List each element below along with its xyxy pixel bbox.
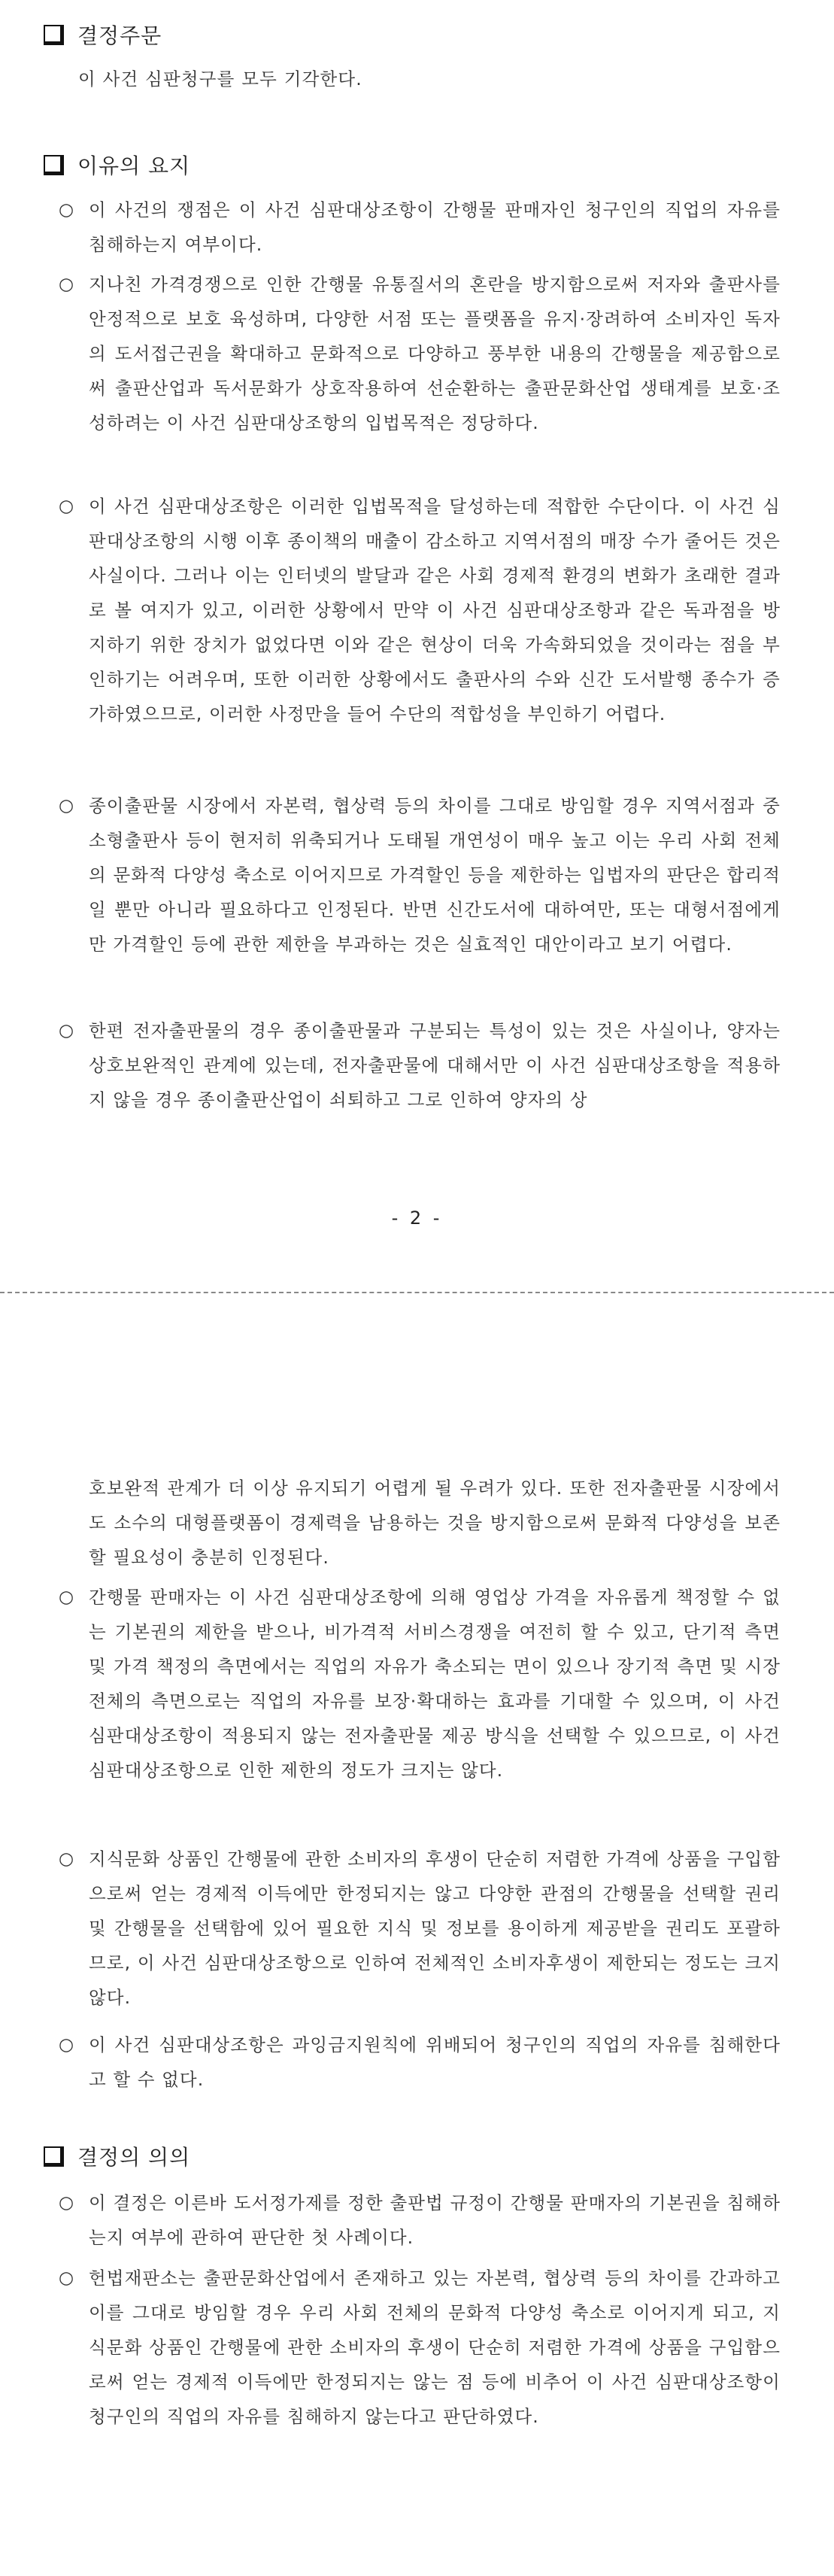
reason-item-text: 지식문화 상품인 간행물에 관한 소비자의 후생이 단순히 저렴한 가격에 상품을 구입함으로써 얻는 경제적 이득에만 한정되지는 않고 다양한 관점의 간행물을 선택할 권리 및 간행물을 선택함에 있어 필요한 지식 및 정보를 용이하게 제공받을 권리도 포괄하므로, 이 사건 심판대상조항으로 인하여 전체적인 소비자후생이 제한되는 정도는 크지 않다.: [89, 1848, 781, 2008]
reason-item-text: 호보완적 관계가 더 이상 유지되기 어렵게 될 우려가 있다. 또한 전자출판물 시장에서도 소수의 대형플랫폼이 경제력을 남용하는 것을 방지함으로써 문화적 다양성을 보존할 필요성이 충분히 인정된다.: [89, 1478, 781, 1568]
section-heading-significance: [44, 2141, 190, 2171]
significance-item-1: [59, 2186, 781, 2255]
reason-item-7: [59, 1842, 781, 2015]
circle-bullet-icon: ○: [59, 2268, 75, 2288]
reason-item-6: [59, 1580, 781, 1788]
reason-item-text: 간행물 판매자는 이 사건 심판대상조항에 의해 영업상 가격을 자유롭게 책정할 수 없는 기본권의 제한을 받으나, 비가격적 서비스경쟁을 여전히 할 수 있고, 단기적 측면 및 가격 책정의 측면에서는 직업의 자유가 축소되는 면이 있으나 장기적 측면 및 시장 전체의 측면으로는 직업의 자유를 보장·확대하는 효과를 기대할 수 있으며, 이 사건 심판대상조항이 적용되지 않는 전자출판물 제공 방식을 선택할 수 있으므로, 이 사건 심판대상조항으로 인한 제한의 정도가 크지는 않다.: [89, 1587, 781, 1781]
reason-item-text: 이 사건 심판대상조항은 이러한 입법목적을 달성하는데 적합한 수단이다. 이 사건 심판대상조항의 시행 이후 종이책의 매출이 감소하고 지역서점의 매장 수가 줄어든 것은 사실이다. 그러나 이는 인터넷의 발달과 같은 사회 경제적 환경의 변화가 초래한 결과로 볼 여지가 있고, 이러한 상황에서 만약 이 사건 심판대상조항과 같은 독과점을 방지하기 위한 장치가 없었다면 이와 같은 현상이 더욱 가속화되었을 것이라는 점을 부인하기는 어려우며, 또한 이러한 상황에서도 출판사의 수와 신간 도서발행 종수가 증가하였으므로, 이러한 사정만을 들어 수단의 적합성을 부인하기 어렵다.: [89, 496, 781, 724]
reason-item-1: [59, 193, 781, 262]
document-page-2: [0, 1294, 834, 2576]
circle-bullet-icon: ○: [59, 2193, 75, 2213]
circle-bullet-icon: ○: [59, 2035, 75, 2055]
reason-item-5: [59, 1013, 781, 1117]
checkbox-square-icon: [44, 155, 64, 175]
reason-item-text: 종이출판물 시장에서 자본력, 협상력 등의 차이를 그대로 방임할 경우 지역서점과 중소형출판사 등이 현저히 위축되거나 도태될 개연성이 매우 높고 이는 우리 사회 전체의 문화적 다양성 축소로 이어지므로 가격할인 등을 제한하는 입법자의 판단은 합리적일 뿐만 아니라 필요하다고 인정된다. 반면 신간도서에 대하여만, 또는 대형서점에게만 가격할인 등에 관한 제한을 부과하는 것은 실효적인 대안이라고 보기 어렵다.: [89, 795, 781, 955]
page-number: - 2 -: [391, 1208, 443, 1229]
circle-bullet-icon: ○: [59, 1849, 75, 1869]
reason-item-continuation: [59, 1471, 781, 1575]
reason-item-text: 한편 전자출판물의 경우 종이출판물과 구분되는 특성이 있는 것은 사실이나, 양자는 상호보완적인 관계에 있는데, 전자출판물에 대해서만 이 사건 심판대상조항을 적용하지 않을 경우 종이출판산업이 쇠퇴하고 그로 인하여 양자의 상: [89, 1020, 781, 1110]
section-heading-text: 결정주문: [77, 23, 162, 48]
reason-item-2: [59, 267, 781, 440]
section-heading-text: 결정의 의의: [77, 2145, 191, 2170]
circle-bullet-icon: ○: [59, 200, 75, 220]
page-break-divider: [0, 1292, 834, 1293]
significance-item-text: 이 결정은 이른바 도서정가제를 정한 출판법 규정이 간행물 판매자의 기본권을 침해하는지 여부에 관하여 판단한 첫 사례이다.: [89, 2192, 781, 2248]
reason-item-text: 이 사건 심판대상조항은 과잉금지원칙에 위배되어 청구인의 직업의 자유를 침해한다고 할 수 없다.: [89, 2034, 781, 2090]
checkbox-square-icon: [44, 2146, 64, 2167]
reason-item-3: [59, 489, 781, 731]
reason-item-4: [59, 788, 781, 961]
significance-item-text: 헌법재판소는 출판문화산업에서 존재하고 있는 자본력, 협상력 등의 차이를 간과하고 이를 그대로 방임할 경우 우리 사회 전체의 문화적 다양성 축소로 이어지게 되고, 지식문화 상품인 간행물에 관한 소비자의 후생이 단순히 저렴한 가격에 상품을 구입함으로써 얻는 경제적 이득에만 한정되지는 않는 점 등에 비추어 이 사건 심판대상조항이 청구인의 직업의 자유를 침해하지 않는다고 판단하였다.: [89, 2268, 781, 2427]
significance-item-2: [59, 2261, 781, 2434]
circle-bullet-icon: ○: [59, 796, 75, 816]
checkbox-square-icon: [44, 25, 64, 45]
reason-item-text: 이 사건의 쟁점은 이 사건 심판대상조항이 간행물 판매자인 청구인의 직업의 자유를 침해하는지 여부이다.: [89, 199, 781, 255]
section-heading-reasons: [44, 150, 190, 180]
order-text: 이 사건 심판청구를 모두 기각한다.: [78, 68, 362, 90]
circle-bullet-icon: ○: [59, 1021, 75, 1040]
reason-item-8: [59, 2028, 781, 2097]
section-heading-text: 이유의 요지: [77, 153, 191, 178]
circle-bullet-icon: ○: [59, 1587, 75, 1607]
reason-item-text: 지나친 가격경쟁으로 인한 간행물 유통질서의 혼란을 방지함으로써 저자와 출판사를 안정적으로 보호 육성하며, 다양한 서점 또는 플랫폼을 유지·장려하여 소비자인 독자의 도서접근권을 확대하고 문화적으로 다양하고 풍부한 내용의 간행물을 제공함으로써 출판산업과 독서문화가 상호작용하여 선순환하는 출판문화산업 생태계를 보호·조성하려는 이 사건 심판대상조항의 입법목적은 정당하다.: [89, 274, 781, 433]
circle-bullet-icon: ○: [59, 497, 75, 516]
section-heading-order: [44, 20, 162, 50]
circle-bullet-icon: ○: [59, 275, 75, 294]
